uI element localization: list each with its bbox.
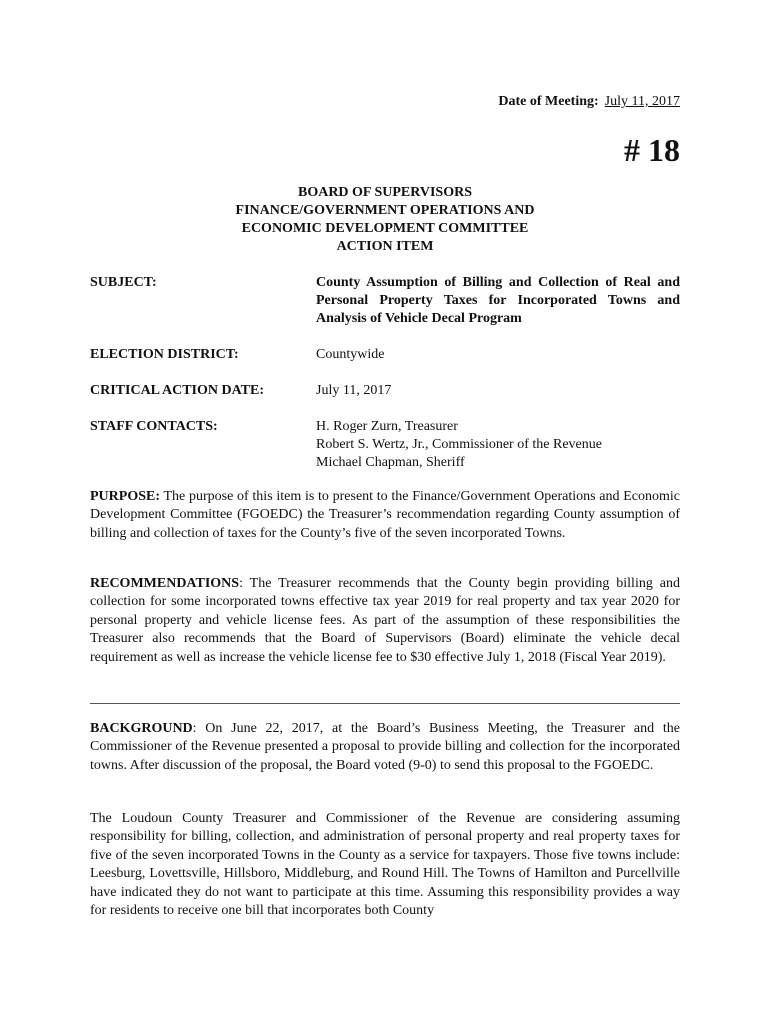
staff-contact: H. Roger Zurn, Treasurer (316, 419, 458, 434)
recommendations-paragraph (90, 575, 680, 667)
purpose-paragraph (90, 488, 680, 543)
critical-action-date-value: July 11, 2017 (316, 383, 392, 398)
recommendations-heading: RECOMMENDATIONS (90, 576, 240, 591)
meeting-date-value: July 11, 2017 (604, 94, 680, 109)
heading-line: FINANCE/GOVERNMENT OPERATIONS AND (235, 203, 535, 218)
document-heading (90, 184, 680, 256)
subject-label: SUBJECT: (90, 275, 157, 290)
heading-line: ACTION ITEM (336, 239, 434, 254)
heading-line: ECONOMIC DEVELOPMENT COMMITTEE (241, 221, 529, 236)
election-district-value: Countywide (316, 347, 385, 362)
item-number: # 18 (624, 132, 680, 168)
heading-line: BOARD OF SUPERVISORS (297, 185, 472, 200)
critical-action-date-label: CRITICAL ACTION DATE: (90, 383, 264, 398)
background-paragraph (90, 720, 680, 775)
purpose-text: The purpose of this item is to present to the Finance/Government Operations and Economic Development Committee (FGOEDC) the Treasurer’s recommendation regarding County assumption of billing and collection of taxes for the County’s five of the seven incorporated Towns. (90, 489, 680, 541)
staff-contact: Michael Chapman, Sheriff (316, 455, 465, 470)
purpose-heading: PURPOSE: (90, 489, 160, 504)
section-divider (90, 703, 680, 704)
background-paragraph-2: The Loudoun County Treasurer and Commissioner of the Revenue are considering assuming responsibility for billing, collection, and administration of personal property and real property taxes for five of the seven incorporated Towns in the County as a service for taxpayers. Those five towns include: Leesburg, Lovettsville, Hillsboro, Middleburg, and Round Hill. The Towns of Hamilton and Purcellville have indicated they do not want to participate at this time. Assuming this responsibility provides a way for residents to receive one bill that incorporates both County (90, 811, 680, 919)
recommendations-text: : The Treasurer recommends that the County begin providing billing and collection for some incorporated towns effective tax year 2019 for real property and tax year 2020 for personal property and vehicle license fees. As part of the assumption of these responsibilities the Treasurer also recommends that the Board of Supervisors (Board) eliminate the vehicle decal requirement as well as increase the vehicle license fee to $30 effective July 1, 2018 (Fiscal Year 2019). (90, 576, 680, 665)
staff-contacts-list (316, 418, 680, 472)
election-district-label: ELECTION DISTRICT: (90, 347, 239, 362)
staff-contacts-label: STAFF CONTACTS: (90, 419, 218, 434)
subject-value: County Assumption of Billing and Collection of Real and Personal Property Taxes for Incorporated Towns and Analysis of Vehicle Decal Program (316, 275, 680, 326)
background-heading: BACKGROUND (90, 721, 193, 736)
staff-contact: Robert S. Wertz, Jr., Commissioner of the Revenue (316, 437, 602, 452)
meeting-date-line (498, 93, 680, 111)
meeting-date-label: Date of Meeting: (498, 94, 599, 109)
background-text: : On June 22, 2017, at the Board’s Business Meeting, the Treasurer and the Commissioner of the Revenue presented a proposal to provide billing and collection for the incorporated towns. After discussion of the proposal, the Board voted (9-0) to send this proposal to the FGOEDC. (90, 721, 680, 773)
